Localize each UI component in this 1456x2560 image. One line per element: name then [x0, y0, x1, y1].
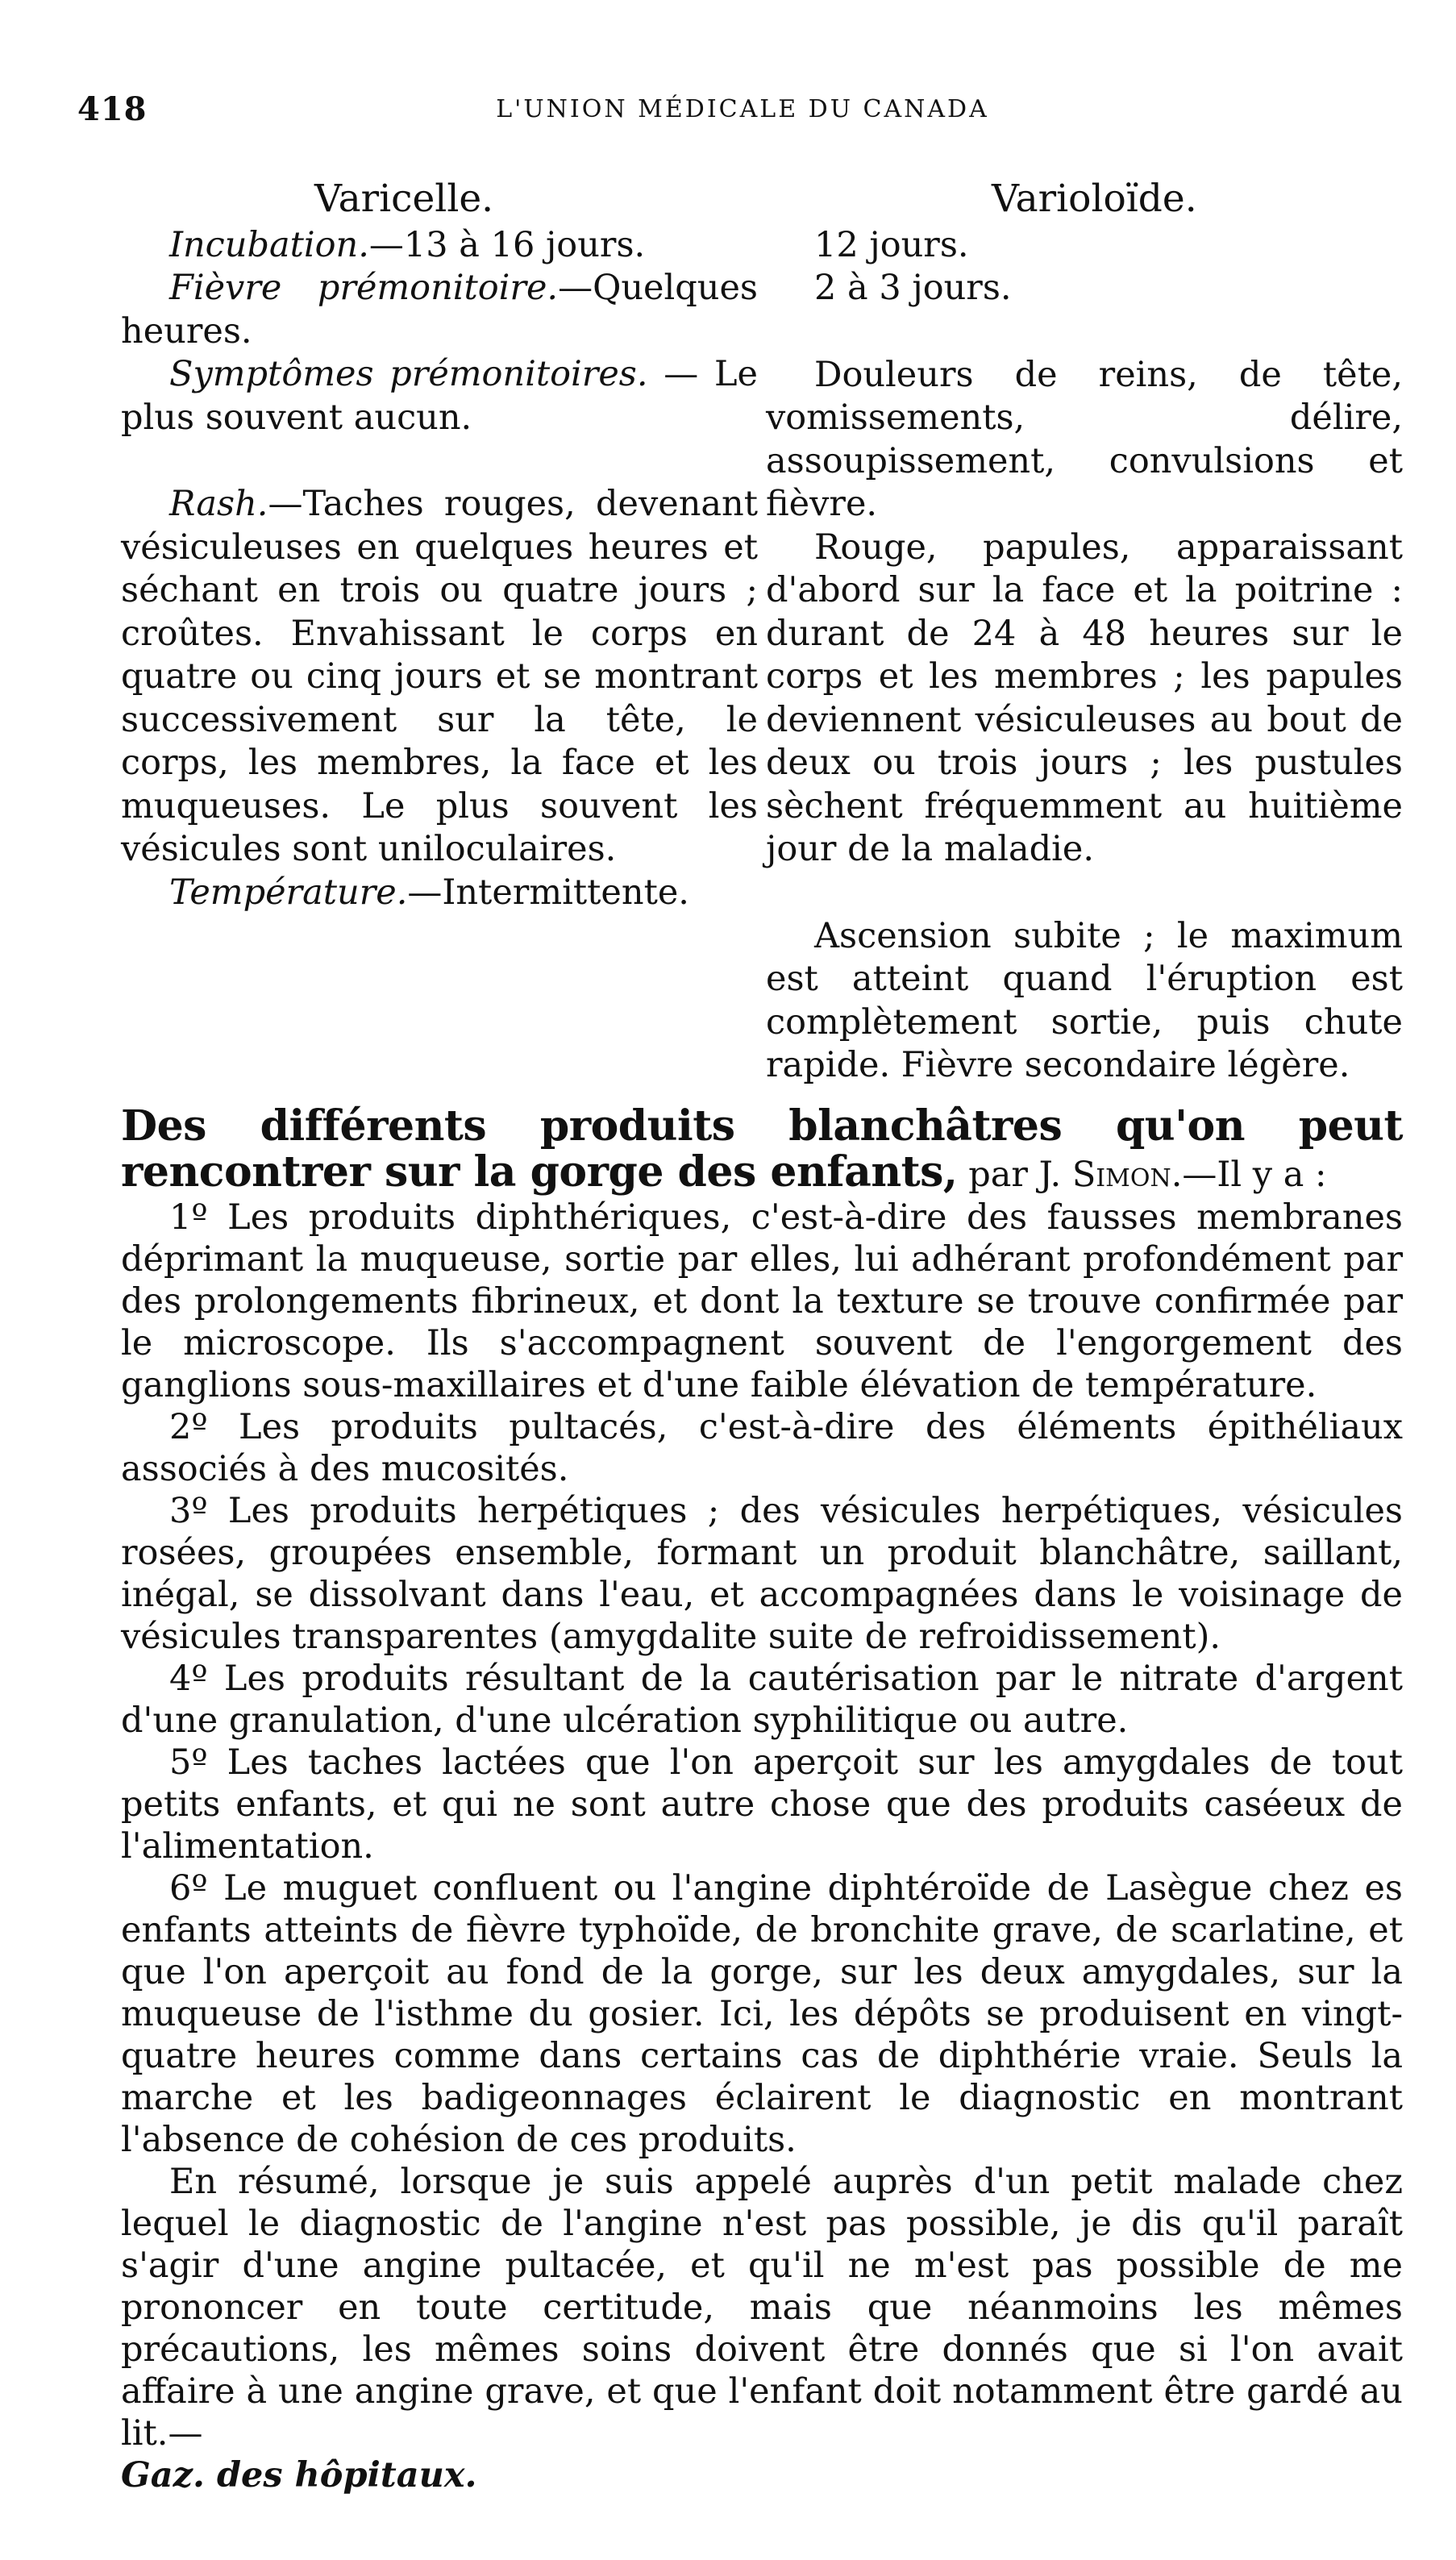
- paragraph-1: 1º Les produits diphthériques, c'est-à-dire des fausses membranes déprimant la muqueuse, sortie par elles, lui adhérant profondément par des prolongements fibrineux, et dont la texture se trouve confirmée par le microscope. Ils s'accompagnent souvent de l'engorgement des ganglions sous-maxillaires et d'une faible élévation de température.: [121, 1197, 1403, 1405]
- symptoms-value: — Le plus souvent aucun.: [121, 354, 758, 438]
- paragraph-2: 2º Les produits pultacés, c'est-à-dire des éléments épithéliaux associés à des mucosités.: [121, 1407, 1403, 1489]
- author-name: Simon: [1071, 1155, 1171, 1195]
- page-number: 418: [77, 90, 148, 128]
- rash-text: —Taches rouges, devenant vésiculeuses en quelques heures et séchant en trois ou quatre jours ; croûtes. Envahissant le corps en quatre ou cinq jours et se montrant successivement sur la tête, le corps, les membres, la face et les muqueuses. Le plus souvent les vésicules sont uniloculaires.: [121, 484, 758, 869]
- temperature-label: Température.: [169, 872, 408, 913]
- rash-label: Rash.: [169, 484, 268, 524]
- varicelle-fever: [121, 267, 758, 353]
- fever-label: Fièvre prémonitoire.: [169, 268, 559, 308]
- paragraph-4: 4º Les produits résultant de la cautérisation par le nitrate d'argent d'une granulation, d'une ulcération syphilitique ou autre.: [121, 1659, 1403, 1741]
- varioloide-symptoms: Douleurs de reins, de tête, vomissements, délire, assoupissement, convulsions et fièvre.: [766, 354, 1403, 524]
- paragraph-6: 6º Le muguet confluent ou l'angine diphtéroïde de Lasègue chez es enfants atteints de fièvre typhoïde, de bronchite grave, de scarlatine, et que l'on aperçoit au fond de la gorge, sur les deux amygdales, sur la muqueuse de l'isthme du gosier. Ici, les dépôts se produisent en vingt-quatre heures comme dans certains cas de diphthérie vraie. Seuls la marche et les badigeonnages éclairent le diagnostic en montrant l'absence de cohésion de ces produits.: [121, 1868, 1403, 2160]
- varicelle-rash: [121, 483, 758, 872]
- varicelle-column: [121, 177, 758, 914]
- varioloide-temperature: Ascension subite ; le maximum est atteint quand l'éruption est complètement sortie, puis chute rapide. Fièvre secondaire légère.: [766, 915, 1403, 1085]
- comparison-columns: [121, 177, 1403, 1085]
- varioloide-title: Varioloïde.: [992, 177, 1197, 221]
- article-title: Des différents produits blanchâtres qu'on peut rencontrer sur la gorge des enfants,: [121, 1101, 1403, 1197]
- temperature-value: —Intermittente.: [407, 872, 689, 913]
- varioloide-rash: Rouge, papules, apparaissant d'abord sur la face et la poitrine : durant de 24 à 48 heures sur le corps et les membres ; les papules deviennent vésiculeuses au bout de deux ou trois jours ; les pustules sèchent fréquemment au huitième jour de la maladie.: [766, 527, 1403, 869]
- byline-suffix: .—Il y a :: [1171, 1155, 1327, 1195]
- varioloide-fever: 2 à 3 jours.: [814, 268, 1012, 308]
- byline-prefix: par J.: [957, 1155, 1072, 1195]
- paragraph-3: 3º Les produits herpétiques ; des vésicules herpétiques, vésicules rosées, groupées ensemble, formant un produit blanchâtre, saillant, inégal, se dissolvant dans l'eau, et accompagnées dans le voisinage de vésicules transparentes (amygdalite suite de refroidissement).: [121, 1491, 1403, 1657]
- running-title: L'UNION MÉDICALE DU CANADA: [496, 95, 989, 123]
- symptoms-label: Symptômes prémonitoires.: [169, 354, 648, 394]
- fever-value: —Quelques heures.: [121, 268, 758, 352]
- varicelle-symptoms: [121, 353, 758, 439]
- incubation-label: Incubation.: [169, 224, 369, 265]
- spacer: [766, 872, 1403, 915]
- incubation-value: —13 à 16 jours.: [368, 224, 646, 265]
- article-body: [121, 1101, 1403, 2496]
- spacer: [121, 439, 758, 483]
- varicelle-incubation: [121, 224, 758, 268]
- varicelle-temperature: [121, 872, 758, 915]
- summary-text: En résumé, lorsque je suis appelé auprès d'un petit malade chez lequel le diagnostic de l'angine n'est pas possible, je dis qu'il paraît s'agir d'une angine pultacée, et qu'il ne m'est pas possible de me prononcer en toute certitude, mais que néanmoins les mêmes précautions, les mêmes soins doivent être donnés que si l'on avait affaire à une angine grave, et que l'enfant doit notamment être gardé au lit.—: [121, 2162, 1403, 2454]
- varioloide-column: [766, 177, 1403, 1088]
- source-citation: Gaz. des hôpitaux.: [121, 2455, 477, 2495]
- paragraph-5: 5º Les taches lactées que l'on aperçoit sur les amygdales de tout petits enfants, et qui ne sont autre chose que des produits caséeux de l'alimentation.: [121, 1742, 1403, 1867]
- varicelle-title: Varicelle.: [314, 177, 494, 221]
- article-heading: [121, 1101, 1403, 1197]
- page-header: [77, 90, 1408, 139]
- spacer: [766, 310, 1403, 354]
- summary-paragraph: [121, 2161, 1403, 2496]
- varioloide-incubation: 12 jours.: [814, 224, 969, 265]
